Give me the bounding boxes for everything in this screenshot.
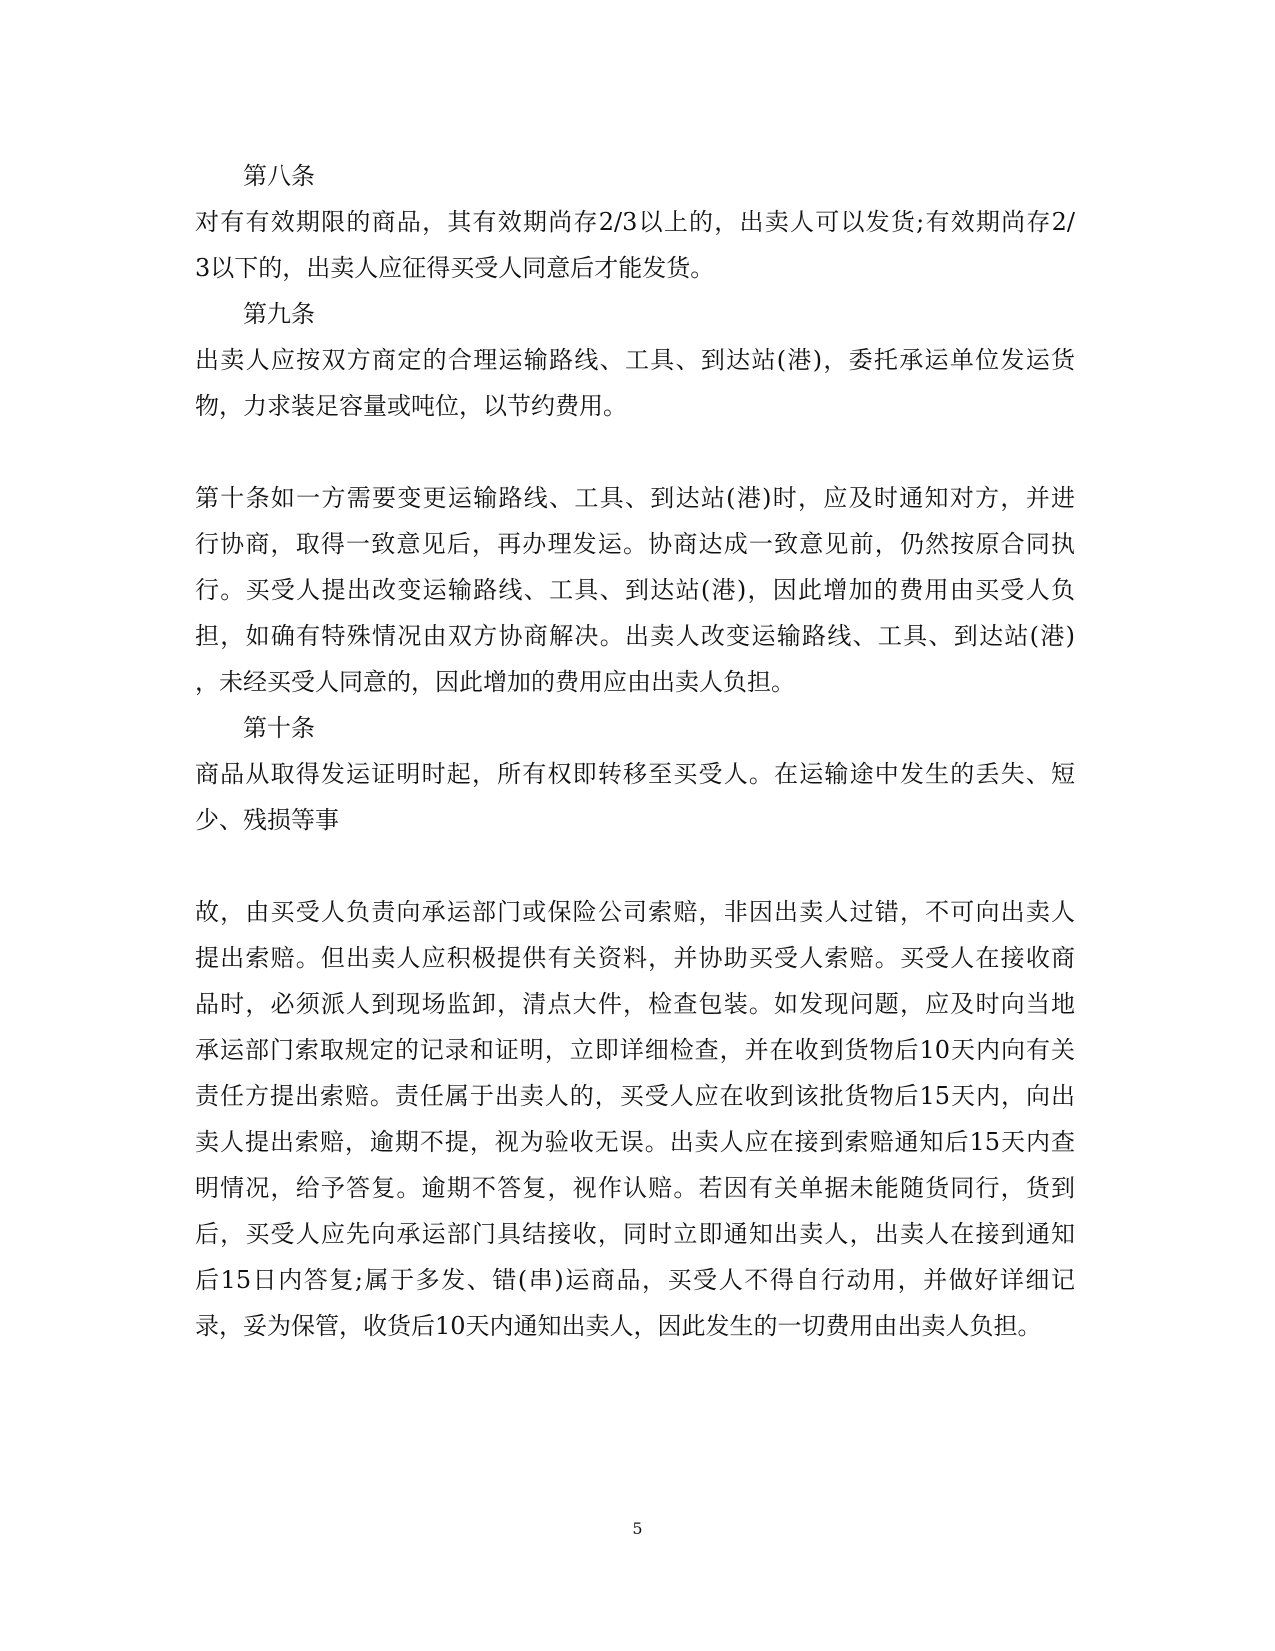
text-line: 录，妥为保管，收货后10天内通知出卖人，因此发生的一切费用由出卖人负担。 <box>195 1312 1042 1340</box>
text-line: 行协商，取得一致意见后，再办理发运。协商达成一致意见前，仍然按原合同执 <box>195 530 1075 558</box>
text-line: 提出索赔。但出卖人应积极提供有关资料，并协助买受人索赔。买受人在接收商 <box>195 944 1075 972</box>
section-heading-10: 第十条 <box>243 714 315 742</box>
section-heading-8: 第八条 <box>243 162 315 190</box>
text-line: 明情况，给予答复。逾期不答复，视作认赔。若因有关单据未能随货同行，货到 <box>195 1174 1075 1202</box>
text-line: 故，由买受人负责向承运部门或保险公司索赔，非因出卖人过错，不可向出卖人 <box>195 898 1075 926</box>
text-line: ，未经买受人同意的，因此增加的费用应由出卖人负担。 <box>195 668 795 696</box>
text-line: 品时，必须派人到现场监卸，清点大件，检查包装。如发现问题，应及时向当地 <box>195 990 1075 1018</box>
text-line: 3以下的，出卖人应征得买受人同意后才能发货。 <box>195 254 715 282</box>
text-line: 担，如确有特殊情况由双方协商解决。出卖人改变运输路线、工具、到达站(港) <box>195 622 1075 650</box>
text-line: 责任方提出索赔。责任属于出卖人的，买受人应在收到该批货物后15天内，向出 <box>195 1082 1075 1110</box>
text-line: 后，买受人应先向承运部门具结接收，同时立即通知出卖人，出卖人在接到通知 <box>195 1220 1075 1248</box>
text-line: 行。买受人提出改变运输路线、工具、到达站(港)，因此增加的费用由买受人负 <box>195 576 1075 604</box>
text-line: 后15日内答复;属于多发、错(串)运商品，买受人不得自行动用，并做好详细记 <box>195 1266 1075 1294</box>
text-line: 出卖人应按双方商定的合理运输路线、工具、到达站(港)，委托承运单位发运货 <box>195 346 1075 374</box>
text-line: 商品从取得发运证明时起，所有权即转移至买受人。在运输途中发生的丢失、短 <box>195 760 1075 788</box>
text-line: 少、残损等事 <box>195 806 339 834</box>
text-line: 对有有效期限的商品，其有效期尚存2/3以上的，出卖人可以发货;有效期尚存2/ <box>195 208 1075 236</box>
text-line: 物，力求装足容量或吨位，以节约费用。 <box>195 392 627 420</box>
text-line: 第十条如一方需要变更运输路线、工具、到达站(港)时，应及时通知对方，并进 <box>195 484 1075 512</box>
text-line: 承运部门索取规定的记录和证明，立即详细检查，并在收到货物后10天内向有关 <box>195 1036 1075 1064</box>
text-line: 卖人提出索赔，逾期不提，视为验收无误。出卖人应在接到索赔通知后15天内查 <box>195 1128 1075 1156</box>
section-heading-9: 第九条 <box>243 300 315 328</box>
page-number: 5 <box>632 1519 643 1538</box>
